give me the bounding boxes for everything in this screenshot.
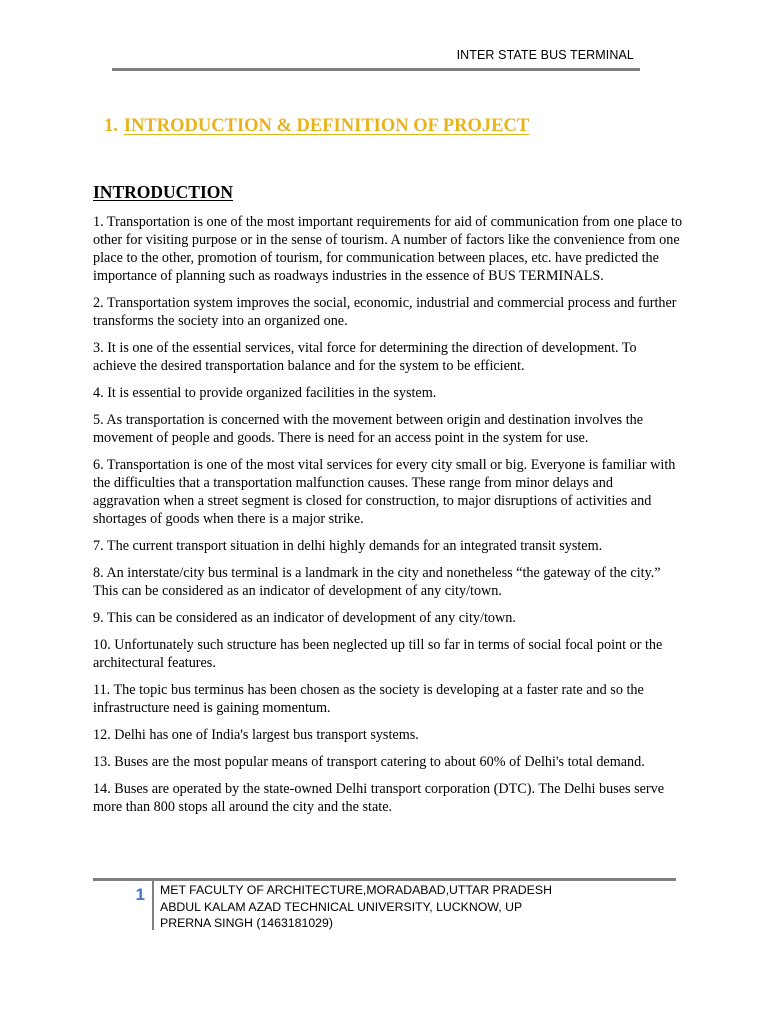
paragraph: 10. Unfortunately such structure has been neglected up till so far in terms of social focal point or the architectural features. xyxy=(93,637,663,671)
paragraph: 3. It is one of the essential services, vital force for determining the direction of development. To achieve the desired transportation balance and for the system to be efficient. xyxy=(93,340,637,374)
section-number: 1. xyxy=(104,116,118,136)
paragraph: 1. Transportation is one of the most important requirements for aid of communication from one place to other for visiting purpose or in the sense of tourism. A number of factors like the convenience from one place to the other, promotion of tourism, for communication between places, etc. have predicted the importance of planning such as roadways industries in the essence of BUS TERMINALS. xyxy=(93,214,683,284)
paragraph: 11. The topic bus terminus has been chosen as the society is developing at a faster rate and so the infrastructure need is gaining momentum. xyxy=(93,682,644,716)
paragraph: 2. Transportation system improves the social, economic, industrial and commercial process and further transforms the society into an organized one. xyxy=(93,295,677,329)
paragraph: 7. The current transport situation in delhi highly demands for an integrated transit system. xyxy=(93,538,603,554)
paragraph: 12. Delhi has one of India's largest bus transport systems. xyxy=(93,727,419,743)
footer-text xyxy=(160,882,552,932)
header-divider xyxy=(112,68,640,71)
body-text xyxy=(93,213,683,825)
paragraph: 4. It is essential to provide organized facilities in the system. xyxy=(93,385,437,401)
footer-line-author: PRERNA SINGH (1463181029) xyxy=(160,916,333,930)
paragraph: 9. This can be considered as an indicator of development of any city/town. xyxy=(93,610,516,626)
section-title-text: INTRODUCTION & DEFINITION OF PROJECT xyxy=(123,116,530,136)
paragraph: 5. As transportation is concerned with the movement between origin and destination involves the movement of people and goods. There is need for an access point in the system for use. xyxy=(93,412,644,446)
introduction-heading: INTRODUCTION xyxy=(93,182,234,202)
section-title xyxy=(104,116,529,137)
running-header: INTER STATE BUS TERMINAL xyxy=(456,48,634,62)
footer-line-university: ABDUL KALAM AZAD TECHNICAL UNIVERSITY, LUCKNOW, UP xyxy=(160,899,523,914)
paragraph: 13. Buses are the most popular means of transport catering to about 60% of Delhi's total demand. xyxy=(93,754,645,770)
paragraph: 14. Buses are operated by the state-owned Delhi transport corporation (DTC). The Delhi buses serve more than 800 stops all around the city and the state. xyxy=(93,781,665,815)
footer-line-institution: MET FACULTY OF ARCHITECTURE,MORADABAD,UTTAR PRADESH xyxy=(160,883,552,897)
page-number: 1 xyxy=(135,885,145,904)
paragraph: 8. An interstate/city bus terminal is a landmark in the city and nonetheless “the gateway of the city.” This can be considered as an indicator of development of any city/town. xyxy=(93,565,661,599)
paragraph: 6. Transportation is one of the most vital services for every city small or big. Everyone is familiar with the difficulties that a transportation malfunction causes. These range from minor delays and aggravation when a street segment is closed for construction, to major disruptions of activities and shortages of goods when there is a major strike. xyxy=(93,457,676,527)
footer-divider xyxy=(93,878,676,881)
footer-vertical-divider xyxy=(152,881,154,930)
